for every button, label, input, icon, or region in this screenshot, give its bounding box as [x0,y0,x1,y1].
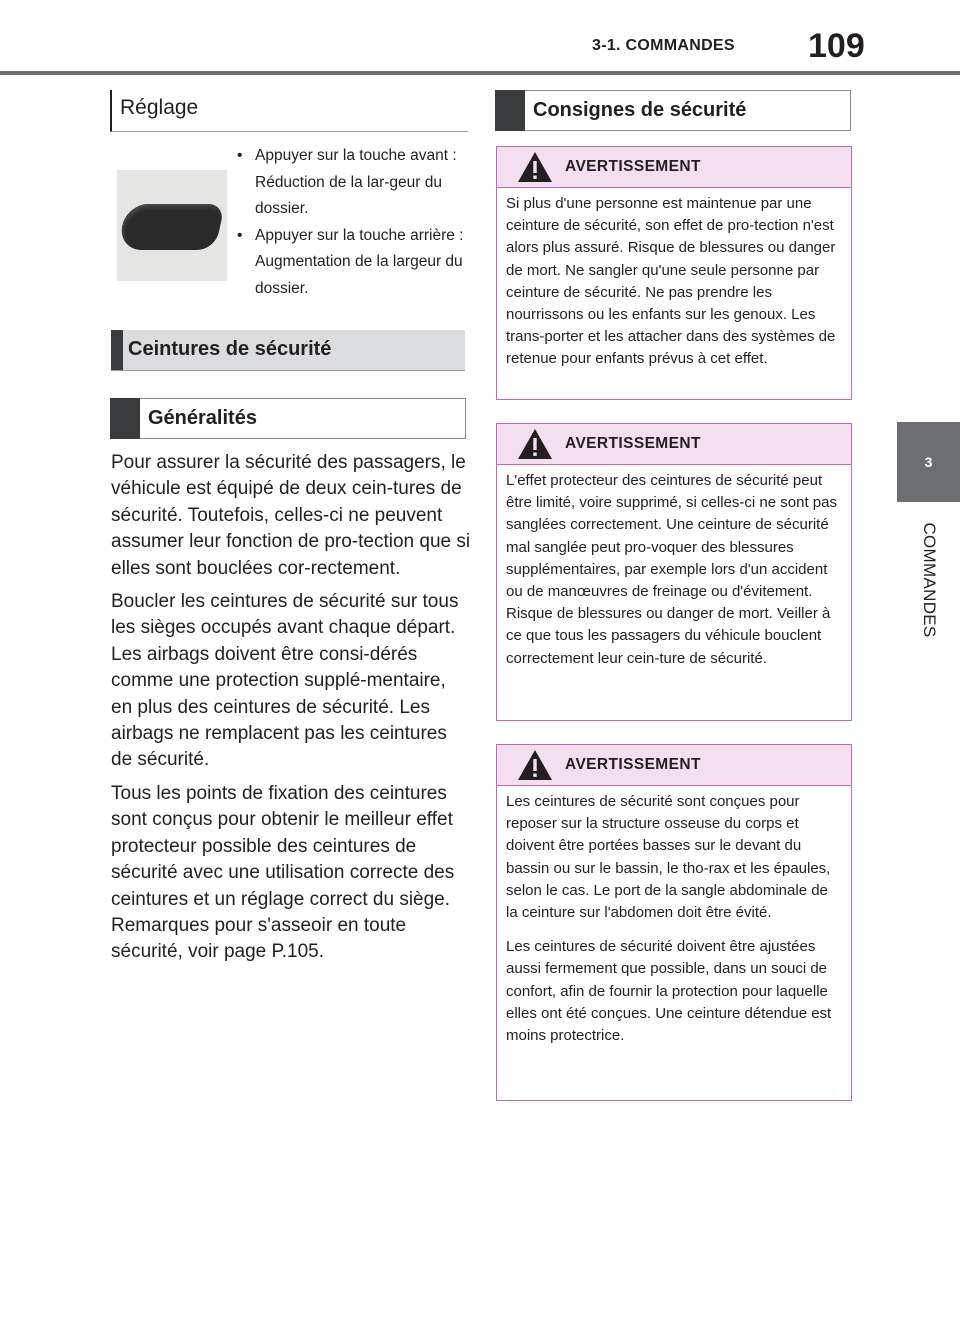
warning-text [506,470,841,682]
ceintures-heading [111,330,465,370]
warning-text [506,193,841,383]
warning-title: AVERTISSEMENT [565,158,701,175]
warning-header [497,745,851,786]
chapter-tab [897,510,960,650]
warning-paragraph: Si plus d'une personne est maintenue par une ceinture de sécurité, son effet de pro-tection n'est alors plus assuré. Risque de blessures ou danger de mort. Ne sangler qu'une seule personne par ceinture de sécurité. Ne pas prendre les nourrissons ou les enfants sur les genoux. Les trans-porter et les attacher dans des systèmes de retenue pour enfants prévus à cet effet. [506,195,836,368]
warning-box [496,146,852,400]
heading-bar [495,90,525,131]
warning-box [496,744,852,1101]
warning-title: AVERTISSEMENT [565,435,701,452]
warning-header [497,424,851,465]
running-header-section: 3-1. COMMANDES [592,37,735,54]
warning-triangle-icon [517,428,553,460]
header-rule [0,71,960,75]
warning-text [506,791,841,1059]
reglage-heading [110,90,468,132]
consignes-heading [495,90,851,131]
generalites-heading [110,398,466,439]
reglage-heading-text: Réglage [120,96,199,119]
warning-box [496,423,852,721]
seat-width-button-image [117,170,227,281]
consignes-heading-text: Consignes de sécurité [533,99,747,121]
body-text [111,450,471,973]
ceintures-heading-text: Ceintures de sécurité [128,338,332,360]
warning-title: AVERTISSEMENT [565,756,701,773]
rocker-button-shape [117,204,225,250]
warning-triangle-icon [517,151,553,183]
warning-triangle-icon [517,749,553,781]
chapter-tab-number: 3 [897,422,960,502]
warning-paragraph: L'effet protecteur des ceintures de sécurité peut être limité, voire supprimé, si celles-ci ne sont pas sanglées correctement. Une ceinture de sécurité mal sanglée peut pro-voquer des blessures supplémentaires, par exemple lors d'un accident ou de manœuvres de freinage ou d'évitement. Risque de blessures ou danger de mort. Veiller à ce que tous les passagers du véhicule bouclent correctement leur cein-ture de sécurité. [506,472,837,667]
warning-header [497,147,851,188]
bullet-item: • Appuyer sur la touche avant : Réduction de la lar-geur du dossier. [237,143,469,223]
warning-paragraph: Les ceintures de sécurité sont conçues pour reposer sur la structure osseuse du corps et doivent être portées basses sur le devant du bassin ou sur le bassin, le tho-rax et les épaules, selon le cas. Le port de la sangle abdominale de la ceinture sur l'abdomen doit être évité. [506,793,831,922]
chapter-tab-label: COMMANDES [919,522,939,638]
body-paragraph: Boucler les ceintures de sécurité sur tous les sièges occupés avant chaque départ. Les airbags doivent être consi-dérés comme une protection supplé-mentaire, en plus des ceintures de sécurité. Les airbags ne remplacent pas les ceintures de sécurité. [111,591,459,771]
reglage-bullet-list [237,143,469,302]
heading-bar [110,398,140,439]
heading-underline [111,370,465,371]
generalites-heading-text: Généralités [148,407,257,429]
heading-bar [111,330,123,370]
bullet-item: • Appuyer sur la touche arrière : Augmentation de la largeur du dossier. [237,223,469,303]
body-paragraph: Pour assurer la sécurité des passagers, le véhicule est équipé de deux cein-tures de sécurité. Toutefois, celles-ci ne peuvent assumer leur fonction de pro-tection que si elles sont bouclées cor-rectement. [111,452,471,579]
warning-paragraph: Les ceintures de sécurité doivent être ajustées aussi fermement que possible, dans un souci de confort, afin de fournir la protection pour laquelle elles ont été conçues. Une ceinture détendue est moins protectrice. [506,938,832,1045]
body-paragraph: Tous les points de fixation des ceintures sont conçus pour obtenir le meilleur effet protecteur possible des ceintures de sécurité avec une utilisation correcte des ceintures et un réglage correct du siège. Remarques pour s'asseoir en toute sécurité, voir page P.105. [111,782,455,963]
page-number: 109 [808,27,865,65]
